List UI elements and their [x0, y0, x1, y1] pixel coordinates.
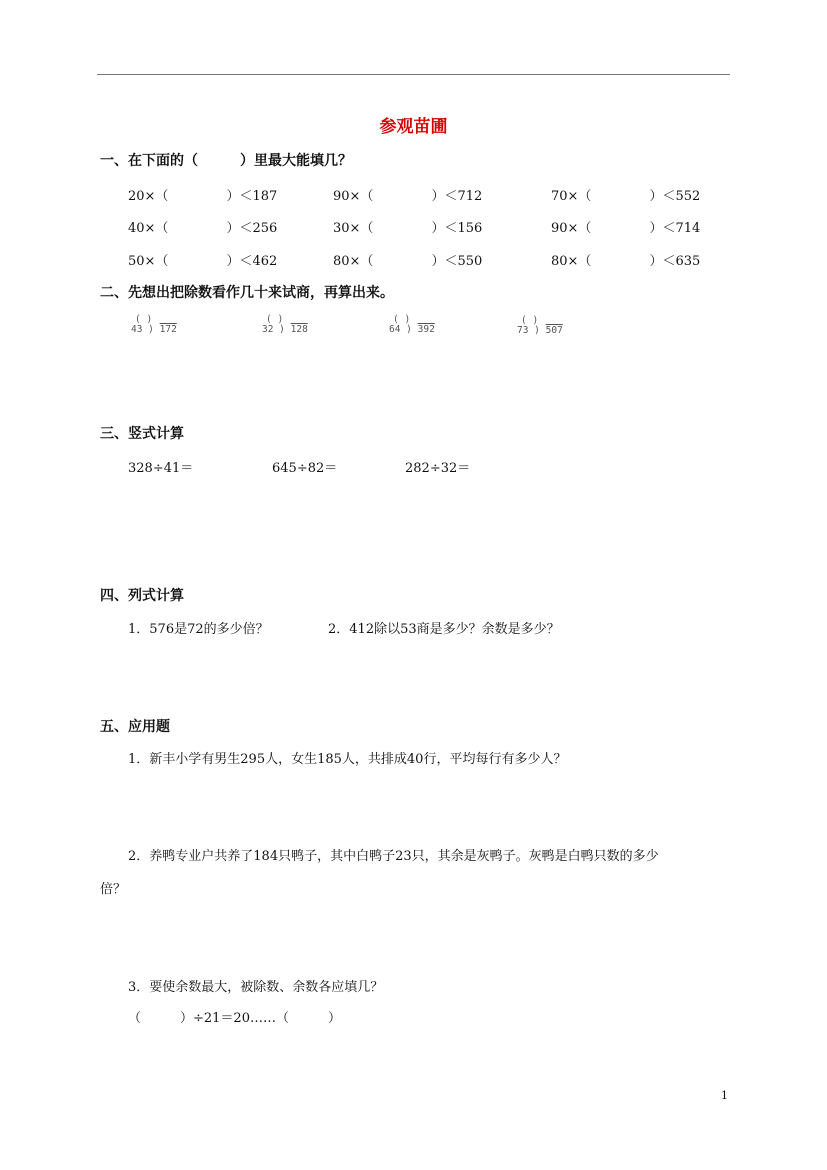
long-division-2: ( ) 32 ) 128: [262, 314, 308, 335]
calc-item-1: 328÷41＝: [128, 461, 194, 476]
divisor: 43: [131, 324, 143, 335]
header-rule: [97, 74, 730, 75]
question-4-2: 2．412除以53商是多少？余数是多少？: [328, 622, 560, 637]
question-5-2-line-2: 倍？: [100, 882, 127, 897]
quotient-blank: ( ): [393, 314, 411, 325]
question-5-2-line-1: 2．养鸭专业户共养了184只鸭子，其中白鸭子23只，其余是灰鸭子。灰鸭是白鸭只数的多少: [128, 849, 659, 864]
section-4-heading: 四、列式计算: [100, 588, 184, 604]
dividend: 128: [290, 324, 308, 335]
fill-item-3: 70×（ ）＜552: [551, 189, 701, 204]
divisor: 32: [262, 324, 274, 335]
long-division-3: ( ) 64 ) 392: [389, 314, 435, 335]
page-title: 参观苗圃: [379, 117, 448, 137]
fill-item-9: 80×（ ）＜635: [551, 254, 701, 269]
fill-item-8: 80×（ ）＜550: [333, 254, 483, 269]
section-5-heading: 五、应用题: [100, 719, 170, 735]
dividend: 392: [417, 324, 435, 335]
fill-item-4: 40×（ ）＜256: [128, 221, 278, 236]
quotient-blank: ( ): [135, 314, 153, 325]
fill-item-6: 90×（ ）＜714: [551, 221, 701, 236]
section-2-heading: 二、先想出把除数看作几十来试商，再算出来。: [100, 285, 394, 301]
dividend: 507: [545, 325, 563, 336]
calc-item-2: 645÷82＝: [272, 461, 338, 476]
fill-item-1: 20×（ ）＜187: [128, 189, 278, 204]
quotient-blank: ( ): [521, 315, 539, 326]
section-3-heading: 三、竖式计算: [100, 426, 184, 442]
divisor: 64: [389, 324, 401, 335]
question-4-1: 1．576是72的多少倍？: [128, 622, 269, 637]
question-5-3-equation: （ ）÷21＝20……（ ）: [128, 1011, 341, 1026]
question-5-1: 1．新丰小学有男生295人，女生185人，共排成40行，平均每行有多少人？: [128, 752, 567, 767]
calc-item-3: 282÷32＝: [405, 461, 471, 476]
long-division-4: ( ) 73 ) 507: [517, 315, 563, 336]
page-number: 1: [721, 1089, 728, 1102]
divisor: 73: [517, 325, 529, 336]
dividend: 172: [159, 324, 177, 335]
fill-item-5: 30×（ ）＜156: [333, 221, 483, 236]
quotient-blank: ( ): [266, 314, 284, 325]
fill-item-7: 50×（ ）＜462: [128, 254, 278, 269]
long-division-1: ( ) 43 ) 172: [131, 314, 177, 335]
question-5-3: 3．要使余数最大，被除数、余数各应填几？: [128, 980, 384, 995]
fill-item-2: 90×（ ）＜712: [333, 189, 483, 204]
section-1-heading: 一、在下面的（ ）里最大能填几？: [100, 153, 352, 169]
